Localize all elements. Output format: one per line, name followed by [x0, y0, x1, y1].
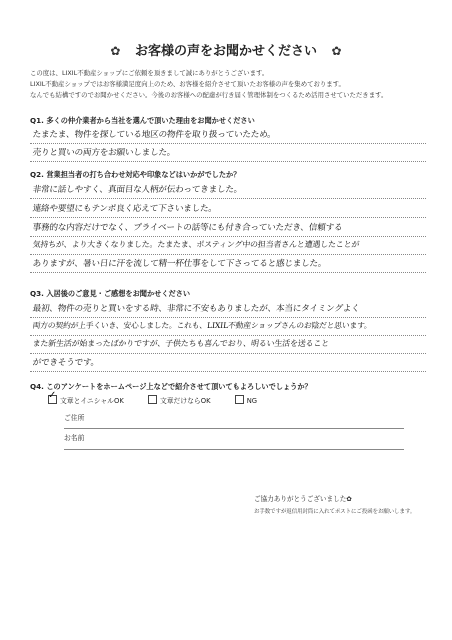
- answer-rule: [30, 161, 426, 162]
- page-title: お客様の声をお聞かせください: [134, 44, 317, 59]
- answer-line: 両方の契約が上手くいき、安心しました。これも、LIXIL不動産ショップさんのお陰だと思います。: [32, 321, 373, 330]
- answer-line: 非常に話しやすく、真面目な人柄が伝わってきました。: [32, 185, 243, 195]
- name-label: お名前: [64, 434, 85, 442]
- answer-line: たまたま、物件を探している地区の物件を取り扱っていたため。: [32, 130, 277, 140]
- consent-option-text-only[interactable]: [148, 395, 211, 405]
- answer-rule: [30, 371, 426, 372]
- checkbox[interactable]: [148, 395, 157, 404]
- return-note: お手数ですが返信用封筒に入れてポストにご投函をお願いします。: [254, 509, 416, 515]
- flower-right-icon: ✿: [331, 44, 342, 58]
- answer-line: 事務的な内容だけでなく、プライベートの話等にも付き合っていただき、信頼する: [32, 223, 343, 233]
- answer-rule: [30, 198, 426, 199]
- consent-option-ng[interactable]: [235, 395, 257, 405]
- consent-option-label: 文章とイニシャルOK: [60, 397, 124, 405]
- answer-line: 最初、物件の売りと買いをする時、非常に不安もありましたが、本当にタイミングよく: [32, 304, 361, 314]
- consent-option-initials[interactable]: [48, 390, 124, 405]
- address-label: ご住所: [64, 414, 85, 422]
- intro-text: [30, 68, 430, 101]
- flower-left-icon: ✿: [110, 44, 121, 58]
- answer-rule: [30, 272, 426, 273]
- intro-line: LIXIL不動産ショップではお客様満足度向上のため、お客様を紹介させて頂いたお客様の声を集めております。: [30, 80, 345, 88]
- question-4: Q4. このアンケートをホームページ上などで紹介させて頂いてもよろしいでしょうか？: [30, 382, 312, 391]
- answer-line: 連絡や要望にもテンポ良く応えて下さいました。: [32, 204, 218, 214]
- consent-option-label: NG: [246, 397, 258, 405]
- answer-line: 気持ちが、より大きくなりました。たまたま、ポスティング中の担当者さんと遭遇したことが: [32, 240, 360, 249]
- intro-line: なんでも結構ですのでお聞かせください。今後のお客様への配慮が行き届く管理体制をつくるため活用させていただきます。: [30, 91, 388, 99]
- question-3: Q3. 入居後のご意見・ご感想をお聞かせください: [30, 289, 191, 298]
- question-2: Q2. 営業担当者の打ち合わせ対応や印象などはいかがでしたか？: [30, 170, 241, 179]
- answer-rule: [30, 217, 426, 218]
- check-icon: ✓: [48, 390, 57, 401]
- checkbox-checked[interactable]: [48, 390, 57, 404]
- consent-options: [48, 390, 279, 405]
- question-1: Q1. 多くの仲介業者から当社を選んで頂いた理由をお聞かせください: [30, 116, 255, 125]
- answer-line: また新生活が始まったばかりですが、子供たちも喜んでおり、明るい生活を送ること: [32, 339, 330, 348]
- thanks-message: ご協力ありがとうございました✿: [254, 495, 352, 503]
- answer-rule: [30, 254, 426, 255]
- answer-line: ができそうです。: [32, 358, 100, 368]
- answer-rule: [30, 317, 426, 318]
- answer-line: 売りと買いの両方をお願いしました。: [32, 148, 176, 158]
- answer-rule: [30, 236, 426, 237]
- answer-line: ありますが、暑い日に汗を流して精一杯仕事をして下さってると感じました。: [32, 259, 327, 269]
- name-field[interactable]: [64, 449, 404, 450]
- consent-option-label: 文章だけならOK: [159, 397, 211, 405]
- checkbox[interactable]: [235, 395, 244, 404]
- intro-line: この度は、LIXIL不動産ショップにご依頼を頂きまして誠にありがとうございます。: [30, 69, 269, 77]
- answer-rule: [30, 335, 426, 336]
- answer-rule: [30, 353, 426, 354]
- address-field[interactable]: [64, 428, 404, 429]
- page-title-row: [0, 40, 452, 59]
- answer-rule: [30, 143, 426, 144]
